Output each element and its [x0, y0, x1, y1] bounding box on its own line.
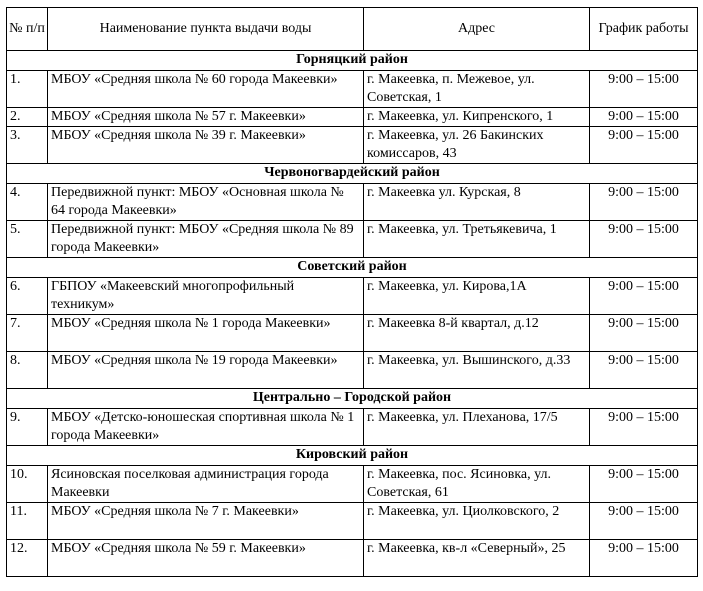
- table-row: [7, 127, 698, 164]
- point-address: г. Макеевка, ул. Циолковского, 2: [364, 503, 590, 540]
- working-hours: 9:00 – 15:00: [590, 503, 698, 540]
- table-row: [7, 278, 698, 315]
- working-hours: 9:00 – 15:00: [590, 315, 698, 352]
- working-hours: 9:00 – 15:00: [590, 352, 698, 389]
- point-address: г. Макеевка, ул. 26 Бакинских комиссаров, 43: [364, 127, 590, 164]
- district-row: [7, 51, 698, 71]
- table-row: [7, 108, 698, 127]
- row-number: 11.: [7, 503, 48, 540]
- row-number: 5.: [7, 221, 48, 258]
- point-name: МБОУ «Средняя школа № 59 г. Макеевки»: [48, 540, 364, 577]
- point-address: г. Макеевка 8-й квартал, д.12: [364, 315, 590, 352]
- table-row: [7, 315, 698, 352]
- district-title: Кировский район: [7, 446, 698, 466]
- point-address: г. Макеевка, п. Межевое, ул. Советская, 1: [364, 71, 590, 108]
- point-address: г. Макеевка, ул. Плеханова, 17/5: [364, 409, 590, 446]
- table-row: [7, 184, 698, 221]
- table-header: [7, 8, 698, 51]
- working-hours: 9:00 – 15:00: [590, 221, 698, 258]
- district-title: Червоногвардейский район: [7, 164, 698, 184]
- table-row: [7, 71, 698, 108]
- working-hours: 9:00 – 15:00: [590, 466, 698, 503]
- water-distribution-table: [6, 7, 698, 577]
- working-hours: 9:00 – 15:00: [590, 127, 698, 164]
- row-number: 2.: [7, 108, 48, 127]
- point-name: МБОУ «Средняя школа № 39 г. Макеевки»: [48, 127, 364, 164]
- point-address: г. Макеевка, ул. Третьякевича, 1: [364, 221, 590, 258]
- row-number: 1.: [7, 71, 48, 108]
- working-hours: 9:00 – 15:00: [590, 108, 698, 127]
- table-row: [7, 409, 698, 446]
- row-number: 9.: [7, 409, 48, 446]
- row-number: 10.: [7, 466, 48, 503]
- row-number: 4.: [7, 184, 48, 221]
- district-row: [7, 164, 698, 184]
- point-name: Передвижной пункт: МБОУ «Основная школа № 64 города Макеевки»: [48, 184, 364, 221]
- row-number: 12.: [7, 540, 48, 577]
- point-name: ГБПОУ «Макеевский многопрофильный техникум»: [48, 278, 364, 315]
- table-row: [7, 352, 698, 389]
- table-row: [7, 466, 698, 503]
- working-hours: 9:00 – 15:00: [590, 540, 698, 577]
- point-name: МБОУ «Средняя школа № 1 города Макеевки»: [48, 315, 364, 352]
- row-number: 7.: [7, 315, 48, 352]
- working-hours: 9:00 – 15:00: [590, 278, 698, 315]
- point-name: МБОУ «Детско-юношеская спортивная школа № 1 города Макеевки»: [48, 409, 364, 446]
- point-name: МБОУ «Средняя школа № 19 города Макеевки»: [48, 352, 364, 389]
- district-title: Центрально – Городской район: [7, 389, 698, 409]
- district-row: [7, 446, 698, 466]
- table-body: [7, 51, 698, 577]
- point-address: г. Макеевка, ул. Кирова,1А: [364, 278, 590, 315]
- point-name: МБОУ «Средняя школа № 7 г. Макеевки»: [48, 503, 364, 540]
- district-row: [7, 258, 698, 278]
- working-hours: 9:00 – 15:00: [590, 71, 698, 108]
- row-number: 3.: [7, 127, 48, 164]
- header-row: [7, 8, 698, 51]
- point-address: г. Макеевка, пос. Ясиновка, ул. Советская, 61: [364, 466, 590, 503]
- district-title: Советский район: [7, 258, 698, 278]
- working-hours: 9:00 – 15:00: [590, 409, 698, 446]
- point-name: Ясиновская поселковая администрация города Макеевки: [48, 466, 364, 503]
- table-row: [7, 221, 698, 258]
- row-number: 6.: [7, 278, 48, 315]
- header-number: № п/п: [7, 8, 48, 51]
- district-row: [7, 389, 698, 409]
- point-address: г. Макеевка, кв-л «Северный», 25: [364, 540, 590, 577]
- point-name: МБОУ «Средняя школа № 57 г. Макеевки»: [48, 108, 364, 127]
- point-name: МБОУ «Средняя школа № 60 города Макеевки»: [48, 71, 364, 108]
- working-hours: 9:00 – 15:00: [590, 184, 698, 221]
- point-name: Передвижной пункт: МБОУ «Средняя школа № 89 города Макеевки»: [48, 221, 364, 258]
- header-name: Наименование пункта выдачи воды: [48, 8, 364, 51]
- district-title: Горняцкий район: [7, 51, 698, 71]
- header-address: Адрес: [364, 8, 590, 51]
- point-address: г. Макеевка, ул. Вышинского, д.33: [364, 352, 590, 389]
- row-number: 8.: [7, 352, 48, 389]
- header-schedule: График работы: [590, 8, 698, 51]
- table-row: [7, 540, 698, 577]
- point-address: г. Макеевка ул. Курская, 8: [364, 184, 590, 221]
- point-address: г. Макеевка, ул. Кипренского, 1: [364, 108, 590, 127]
- table-row: [7, 503, 698, 540]
